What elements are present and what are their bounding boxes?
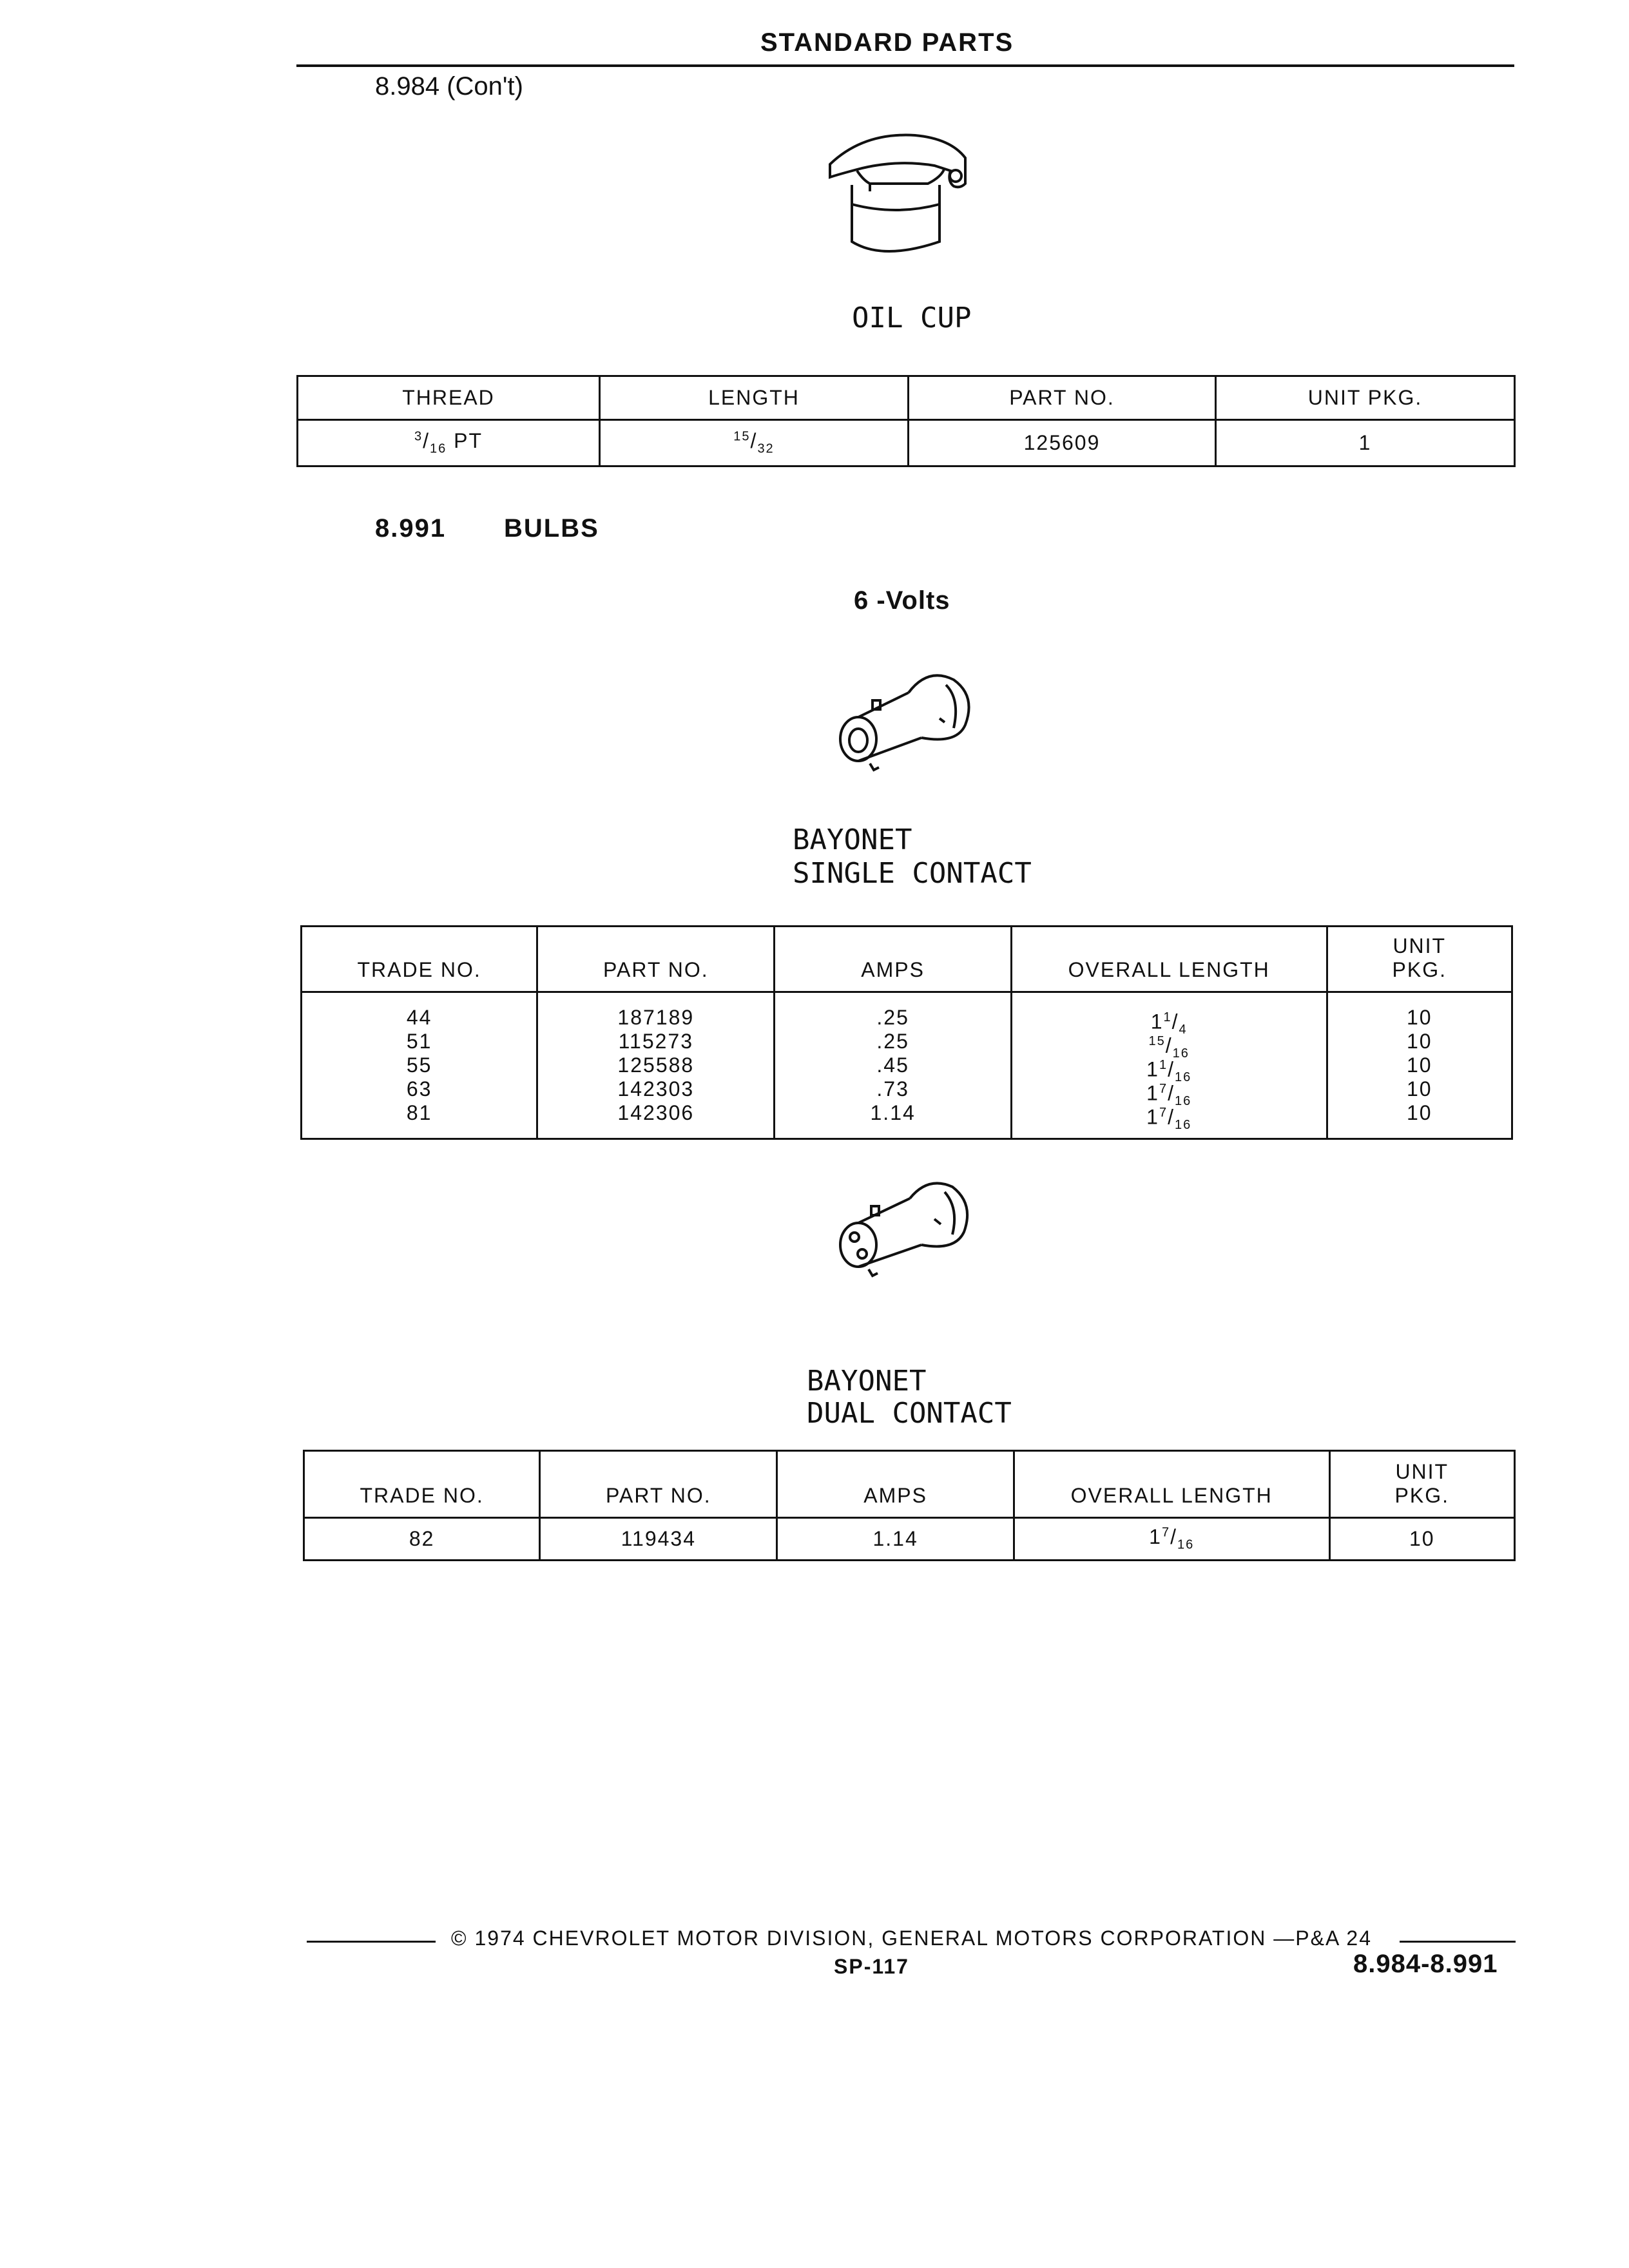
bulbs-section-number: 8.991 — [375, 514, 447, 543]
trade-no-column — [302, 992, 537, 1139]
amps-value: .25 — [876, 1006, 909, 1029]
header-rule — [296, 64, 1514, 67]
column-header-unit-pkg: UNIT PKG. — [1329, 1451, 1514, 1518]
single-contact-bulb-illustration — [831, 660, 986, 776]
column-header-part-no: PART NO. — [537, 927, 775, 992]
amps-value: 1.14 — [870, 1101, 916, 1124]
column-header-trade-no: TRADE NO. — [302, 927, 537, 992]
column-header-unit-pkg: UNIT PKG. — [1216, 376, 1515, 420]
table-row — [304, 1518, 1515, 1561]
unit-pkg-value: 10 — [1406, 1030, 1432, 1053]
table-row — [298, 420, 1515, 466]
dual-contact-bulb-illustration — [831, 1173, 979, 1282]
column-header-overall-length: OVERALL LENGTH — [1011, 927, 1327, 992]
unit-pkg-value: 10 — [1406, 1006, 1432, 1029]
trade-no-value: 63 — [406, 1077, 432, 1100]
section-continued-label: 8.984 (Con't) — [375, 72, 523, 101]
length-cell: $^{15}/_{32}$ — [600, 420, 909, 466]
bulbs-section-title: BULBS — [504, 514, 599, 543]
column-header-unit-pkg: UNIT PKG. — [1327, 927, 1512, 992]
single-contact-caption-line2: SINGLE CONTACT — [793, 857, 1032, 890]
overall-length-value: $^{15}/_{16}$ — [1148, 1033, 1190, 1061]
footer-rule-left — [307, 1941, 436, 1943]
footer-copyright: © 1974 CHEVROLET MOTOR DIVISION, GENERAL MOTORS CORPORATION —P&A 24 — [451, 1927, 1372, 1950]
oil-cup-illustration — [818, 119, 986, 274]
column-header-part-no: PART NO. — [540, 1451, 777, 1518]
overall-length-value: $1^7/_{16}$ — [1146, 1081, 1192, 1109]
unit-pkg-value: 10 — [1406, 1101, 1432, 1124]
footer-section-range: 8.984-8.991 — [1353, 1950, 1498, 1978]
trade-no-cell: 82 — [304, 1518, 540, 1561]
overall-length-value: $1^1/_{16}$ — [1146, 1057, 1192, 1085]
amps-column — [775, 992, 1011, 1139]
thread-cell: $^3/_{16}$ PT — [298, 420, 600, 466]
column-header-part-no: PART NO. — [909, 376, 1216, 420]
amps-value: .25 — [876, 1030, 909, 1053]
part-no-cell: 125609 — [909, 420, 1216, 466]
overall-length-column — [1011, 992, 1327, 1139]
page-header-title: STANDARD PARTS — [760, 28, 1014, 57]
unit-pkg-cell: 10 — [1329, 1518, 1514, 1561]
oil-cup-table — [296, 375, 1516, 467]
column-header-length: LENGTH — [600, 376, 909, 420]
part-no-value: 115273 — [618, 1030, 694, 1053]
overall-length-value: $1^7/_{16}$ — [1146, 1105, 1192, 1133]
column-header-amps: AMPS — [777, 1451, 1014, 1518]
voltage-label: 6 -Volts — [854, 586, 950, 615]
unit-pkg-column — [1327, 992, 1512, 1139]
overall-length-value: $1^1/_4$ — [1150, 1010, 1188, 1037]
column-header-amps: AMPS — [775, 927, 1011, 992]
unit-pkg-cell: 1 — [1216, 420, 1515, 466]
trade-no-value: 55 — [406, 1053, 432, 1077]
overall-length-cell: $1^7/_{16}$ — [1014, 1518, 1329, 1561]
oil-cup-caption: OIL CUP — [852, 302, 972, 334]
amps-value: .73 — [876, 1077, 909, 1100]
part-no-column — [537, 992, 775, 1139]
unit-pkg-value: 10 — [1406, 1077, 1432, 1100]
amps-value: .45 — [876, 1053, 909, 1077]
amps-cell: 1.14 — [777, 1518, 1014, 1561]
column-header-thread: THREAD — [298, 376, 600, 420]
trade-no-value: 51 — [406, 1030, 432, 1053]
part-no-value: 125588 — [617, 1053, 695, 1077]
part-no-value: 142303 — [617, 1077, 695, 1100]
trade-no-value: 81 — [406, 1101, 432, 1124]
single-contact-table — [300, 925, 1513, 1140]
unit-pkg-value: 10 — [1406, 1053, 1432, 1077]
part-no-cell: 119434 — [540, 1518, 777, 1561]
dual-contact-caption-line2: DUAL CONTACT — [807, 1397, 1012, 1430]
column-header-trade-no: TRADE NO. — [304, 1451, 540, 1518]
trade-no-value: 44 — [406, 1006, 432, 1029]
dual-contact-table — [303, 1450, 1516, 1561]
dual-contact-caption-line1: BAYONET — [807, 1365, 927, 1398]
part-no-value: 187189 — [617, 1006, 695, 1029]
footer-rule-right — [1400, 1941, 1516, 1943]
part-no-value: 142306 — [617, 1101, 695, 1124]
footer-page-code: SP-117 — [834, 1955, 909, 1978]
single-contact-caption-line1: BAYONET — [793, 823, 912, 856]
column-header-overall-length: OVERALL LENGTH — [1014, 1451, 1329, 1518]
